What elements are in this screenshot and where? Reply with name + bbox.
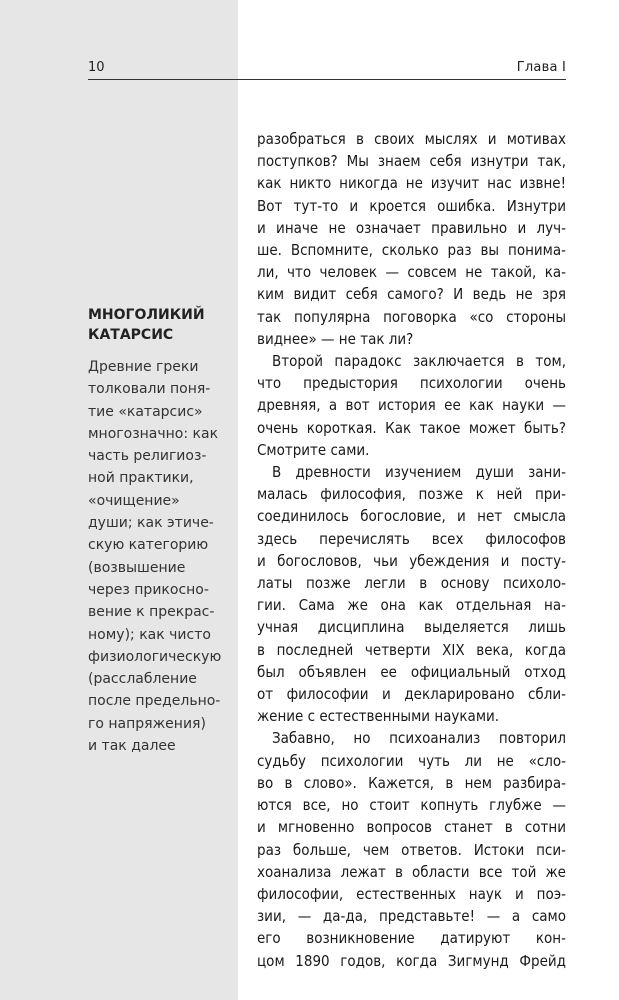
text-line: ким видит себя самого? И ведь не зря [257, 285, 566, 304]
sidebar-body-line: через прикосно- [88, 581, 209, 598]
text-line: от философии и декларировано сбли- [257, 685, 566, 704]
text-line: древняя, а вот история ее как науки — [257, 396, 566, 415]
text-line: во в слово». Кажется, в нем разбира- [257, 773, 566, 792]
sidebar-body-line: и так далее [88, 738, 176, 755]
text-line: ше. Вспомните, сколько раз вы понима- [257, 241, 566, 260]
text-line: разобраться в своих мыслях и мотивах [257, 130, 566, 148]
paragraph [257, 128, 566, 350]
text-line: так популярна поговорка «со стороны [257, 307, 566, 326]
text-line: гии. Сама же она как отдельная на- [257, 596, 566, 615]
sidebar-body-line: го напряжения) [88, 715, 206, 732]
sidebar-body-line: Древние греки [88, 359, 199, 375]
text-line: ли, что человек — совсем не такой, ка- [257, 263, 566, 282]
sidebar-note-title [88, 305, 228, 345]
sidebar-body-line: толковали поня- [88, 381, 211, 398]
text-line: ются все, но стоит копнуть глубже — [257, 796, 566, 815]
text-line: учная дисциплина выделяется лишь [257, 618, 566, 637]
text-line: очень короткая. Как такое может быть? [257, 418, 566, 437]
sidebar-body-line: «очищение» [88, 492, 180, 509]
text-line: поступков? Мы знаем себя изнутри так, [257, 152, 566, 171]
chapter-running-head: Глава I [516, 60, 566, 75]
text-line: и иначе не означает правильно и луч- [257, 218, 566, 237]
text-line: зии, — да-да, представьте! — а само [257, 907, 566, 926]
text-line: соединилось богословие, и нет смысла [257, 507, 566, 526]
sidebar-note [88, 305, 228, 757]
sidebar-body-line: души; как этиче- [88, 515, 214, 532]
sidebar-title-line: КАТАРСИС [88, 327, 174, 343]
sidebar-body-line: (расслабление [88, 671, 197, 688]
text-line: здесь перечислять всех философов [257, 529, 566, 548]
main-text-column [257, 128, 566, 972]
text-line: философии, естественных наук и поэ- [257, 884, 566, 903]
paragraph [257, 350, 566, 461]
sidebar-note-body [88, 356, 228, 757]
text-line: хоанализа лежат в области все той же [257, 862, 566, 881]
page-number: 10 [88, 60, 105, 75]
text-line: Смотрите сами. [257, 440, 370, 459]
text-line: В древности изучением души зани- [272, 463, 566, 482]
paragraph [257, 727, 566, 971]
sidebar-body-line: (возвышение [88, 559, 186, 576]
sidebar-body-line: ной практики, [88, 470, 194, 487]
text-line: и богословов, чьи убеждения и посту- [257, 551, 566, 570]
sidebar-body-line: физиологическую [88, 648, 222, 665]
text-line: виднее» — не так ли? [257, 329, 414, 348]
text-line: Забавно, но психоанализ повторил [272, 729, 566, 748]
text-line: был объявлен ее официальный отход [257, 662, 566, 681]
sidebar-body-line: после предельно- [88, 693, 221, 710]
text-line: как никто никогда не изучит нас извне! [257, 174, 566, 193]
paragraph [257, 461, 566, 727]
header-divider [88, 79, 566, 80]
text-line: цом 1890 годов, когда Зигмунд Фрейд [257, 951, 566, 970]
text-line: жение с естественными науками. [257, 707, 500, 726]
text-line: малась философия, позже к ней при- [257, 485, 566, 504]
sidebar-body-line: часть религиоз- [88, 448, 207, 465]
text-line: его возникновение датируют кон- [257, 929, 566, 948]
text-line: что предыстория психологии очень [257, 374, 566, 393]
text-line: Вот тут-то и кроется ошибка. Изнутри [257, 196, 566, 215]
text-line: судьбу психологии чуть ли не «сло- [257, 751, 566, 770]
text-line: латы позже легли в основу психоло- [257, 574, 566, 593]
sidebar-body-line: ному); как чисто [88, 626, 211, 643]
text-line: и мгновенно вопросов станет в сотни [257, 818, 566, 837]
sidebar-body-line: многозначно: как [88, 425, 219, 442]
sidebar-title-line: МНОГОЛИКИЙ [88, 307, 205, 323]
text-line: Второй парадокс заключается в том, [272, 352, 566, 371]
sidebar-body-line: скую категорию [88, 537, 209, 554]
sidebar-body-line: тие «катарсис» [88, 403, 203, 420]
text-line: раз больше, чем ответов. Истоки пси- [257, 840, 566, 859]
sidebar-body-line: вение к прекрас- [88, 604, 215, 621]
text-line: в последней четверти XIX века, когда [257, 640, 566, 659]
